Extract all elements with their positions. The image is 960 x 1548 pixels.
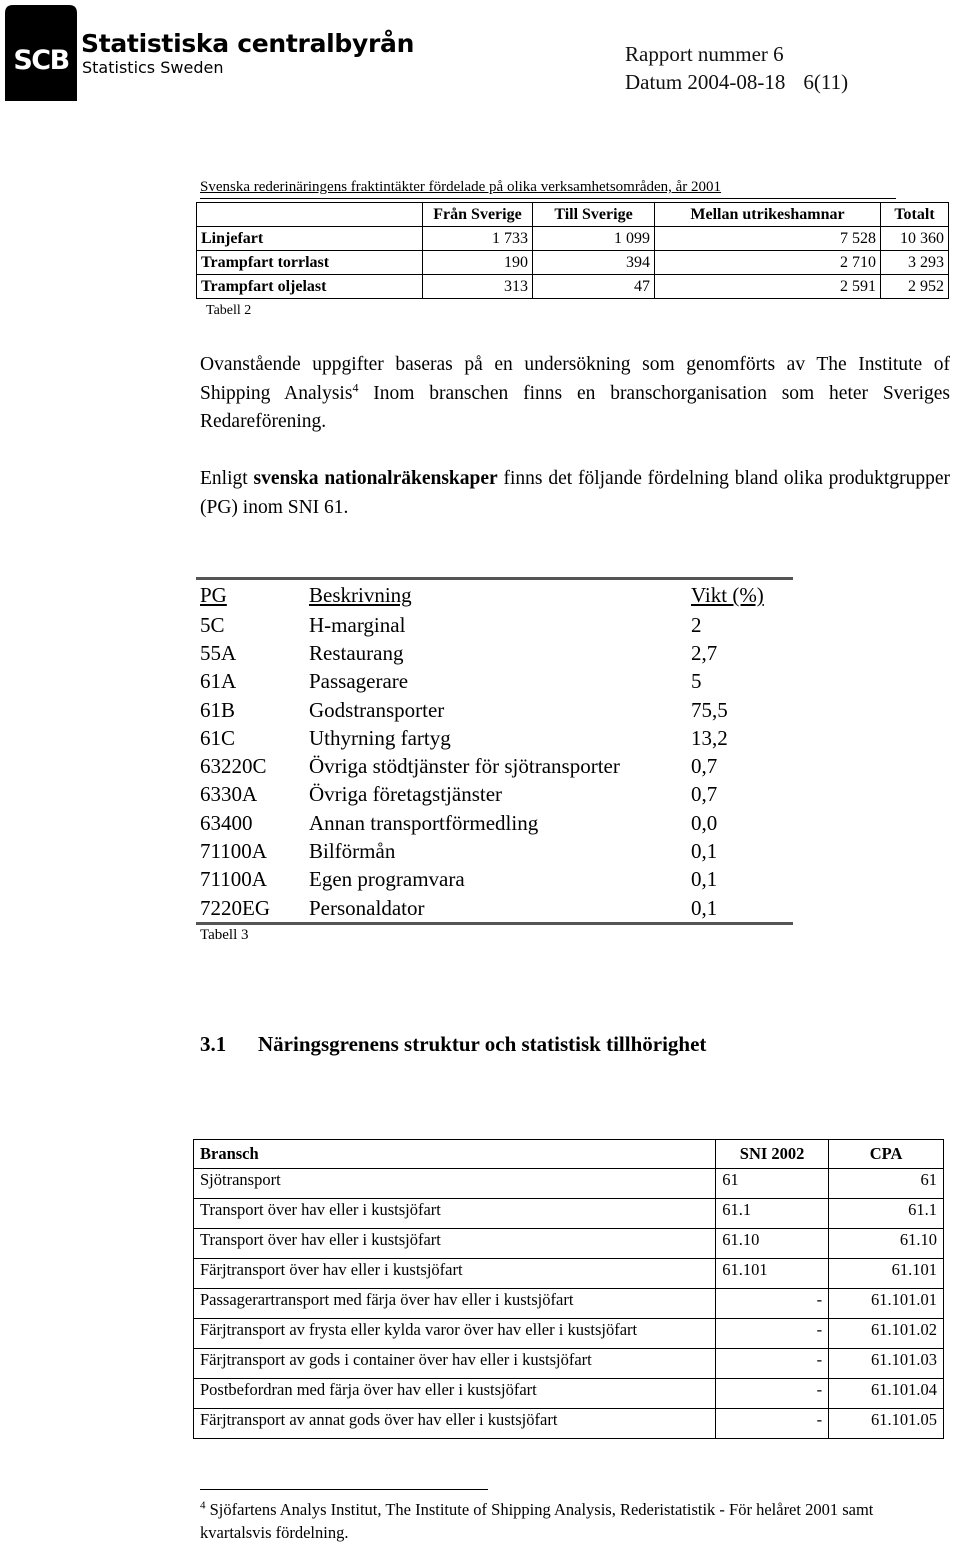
table3-header-pg: PG (200, 583, 227, 607)
cell: 190 (423, 251, 533, 275)
industry-name: Passagerartransport med färja över hav eller i kustsjöfart (194, 1289, 716, 1319)
pg-weight: 0,1 (691, 839, 718, 864)
table-row (196, 809, 793, 837)
sni-code: 61.10 (716, 1229, 829, 1259)
table2-header-blank (197, 203, 423, 227)
pg-weight: 0,7 (691, 754, 718, 779)
table-row (196, 611, 793, 639)
pg-code: 6330A (200, 782, 258, 807)
logo-subtitle: Statistics Sweden (82, 58, 224, 77)
table-row (197, 275, 949, 299)
scb-logo-badge (3, 3, 79, 103)
pg-code: 63220C (200, 754, 267, 779)
cpa-code: 61 (829, 1169, 944, 1199)
pg-weight: 0,1 (691, 895, 718, 920)
industry-name: Färjtransport av frysta eller kylda varor över hav eller i kustsjöfart (194, 1319, 716, 1349)
table-row (194, 1169, 944, 1199)
industry-name: Färjtransport av gods i container över hav eller i kustsjöfart (194, 1349, 716, 1379)
paragraph-text: Ovanstående uppgifter baseras på en undersökning som genomförts av The Institute of Shipping Analysis (200, 354, 950, 404)
pg-weight: 13,2 (691, 725, 728, 750)
pg-description: Bilförmån (309, 839, 396, 864)
row-label: Trampfart torrlast (197, 251, 423, 275)
sni-code: - (716, 1349, 829, 1379)
pg-code: 7220EG (200, 895, 270, 920)
pg-weight: 0,7 (691, 782, 718, 807)
pg-description: Uthyrning fartyg (309, 725, 451, 750)
cell: 3 293 (881, 251, 949, 275)
freight-income-table (196, 202, 949, 299)
page-number: 6(11) (803, 70, 849, 94)
cpa-code: 61.1 (829, 1199, 944, 1229)
table-row (194, 1409, 944, 1439)
table-row (196, 781, 793, 809)
pg-weight: 2,7 (691, 640, 718, 665)
industry-name: Färjtransport av annat gods över hav eller i kustsjöfart (194, 1409, 716, 1439)
table3-header-description: Beskrivning (309, 583, 412, 607)
pg-code: 55A (200, 640, 237, 665)
pg-code: 71100A (200, 867, 267, 892)
cell: 10 360 (881, 227, 949, 251)
logo-name: Statistiska centralbyrån (81, 29, 415, 58)
pg-description: Godstransporter (309, 697, 445, 722)
cell: 394 (533, 251, 655, 275)
sni-code: - (716, 1319, 829, 1349)
industry-classification-table (193, 1139, 944, 1439)
industry-name: Transport över hav eller i kustsjöfart (194, 1229, 716, 1259)
report-meta (625, 40, 848, 96)
table2-header-row (197, 203, 949, 227)
table-row (194, 1349, 944, 1379)
table-row (196, 752, 793, 780)
cpa-code: 61.10 (829, 1229, 944, 1259)
section-heading (200, 1032, 706, 1057)
pg-description: H-marginal (309, 612, 406, 637)
paragraph-text-before: Enligt (200, 468, 254, 489)
cell: 1 733 (423, 227, 533, 251)
table-row (196, 866, 793, 894)
table-row (196, 668, 793, 696)
pg-code: 61A (200, 669, 237, 694)
report-date: Datum 2004-08-18 (625, 70, 786, 94)
industry-name: Sjötransport (194, 1169, 716, 1199)
table-row (196, 696, 793, 724)
footnote-ref[interactable]: 4 (352, 380, 359, 394)
cpa-code: 61.101.05 (829, 1409, 944, 1439)
section-number: 3.1 (200, 1032, 227, 1056)
cell: 313 (423, 275, 533, 299)
pg-code: 61B (200, 697, 236, 722)
cell: 47 (533, 275, 655, 299)
cpa-code: 61.101.02 (829, 1319, 944, 1349)
sni-code: 61.101 (716, 1259, 829, 1289)
table3-header-row (196, 579, 793, 612)
table4-header-industry: Bransch (194, 1140, 716, 1169)
pg-description: Övriga stödtjänster för sjötransporter (309, 754, 620, 779)
pg-description: Passagerare (309, 669, 409, 694)
pg-code: 71100A (200, 839, 267, 864)
sni-code: 61.1 (716, 1199, 829, 1229)
pg-description: Övriga företagstjänster (309, 782, 503, 807)
row-label: Linjefart (197, 227, 423, 251)
table-row (194, 1199, 944, 1229)
footnote (200, 1498, 940, 1544)
footnote-number: 4 (200, 1499, 206, 1512)
table-row (194, 1229, 944, 1259)
cpa-code: 61.101.03 (829, 1349, 944, 1379)
table-row (196, 894, 793, 924)
table-row (194, 1319, 944, 1349)
paragraph-national-accounts (200, 465, 950, 522)
cell: 2 952 (881, 275, 949, 299)
table-row (196, 837, 793, 865)
table2-header-to-sweden: Till Sverige (533, 203, 655, 227)
table-row (194, 1289, 944, 1319)
scb-badge-text: SCB (13, 45, 69, 76)
table2-header-total: Totalt (881, 203, 949, 227)
industry-name: Transport över hav eller i kustsjöfart (194, 1199, 716, 1229)
paragraph-text-after: Inom branschen finns en branschorganisation som heter Sveriges Redareförening. (200, 382, 950, 432)
report-date-row (625, 68, 848, 96)
pg-weight: 0,0 (691, 810, 718, 835)
cpa-code: 61.101.01 (829, 1289, 944, 1319)
row-label: Trampfart oljelast (197, 275, 423, 299)
product-group-table (196, 577, 793, 925)
pg-description: Annan transportförmedling (309, 810, 539, 835)
table4-header-cpa: CPA (829, 1140, 944, 1169)
paragraph-text-after: finns det följande fördelning bland olika produktgrupper (PG) inom SNI 61. (200, 468, 950, 518)
table2-caption-rule (200, 198, 896, 199)
industry-name: Postbefordran med färja över hav eller i kustsjöfart (194, 1379, 716, 1409)
industry-name: Färjtransport över hav eller i kustsjöfart (194, 1259, 716, 1289)
table-row (194, 1259, 944, 1289)
table3-header-weight: Vikt (%) (691, 583, 764, 607)
pg-code: 61C (200, 725, 236, 750)
sni-code: - (716, 1379, 829, 1409)
table3-label: Tabell 3 (200, 927, 249, 943)
report-number: Rapport nummer 6 (625, 42, 784, 66)
pg-description: Restaurang (309, 640, 404, 665)
table-row (196, 724, 793, 752)
pg-code: 63400 (200, 810, 253, 835)
pg-weight: 0,1 (691, 867, 718, 892)
cpa-code: 61.101 (829, 1259, 944, 1289)
table-row (197, 251, 949, 275)
footnote-rule (200, 1489, 488, 1490)
table2-label: Tabell 2 (206, 303, 252, 318)
footnote-text: Sjöfartens Analys Institut, The Institute of Shipping Analysis, Rederistatistik - För helåret 2001 samt kvartalsvis fördelning. (200, 1500, 874, 1542)
table-row (197, 227, 949, 251)
table2-header-from-sweden: Från Sverige (423, 203, 533, 227)
pg-code: 5C (200, 612, 225, 637)
sni-code: - (716, 1289, 829, 1319)
cell: 7 528 (655, 227, 881, 251)
cell: 2 710 (655, 251, 881, 275)
cpa-code: 61.101.04 (829, 1379, 944, 1409)
pg-description: Personaldator (309, 895, 425, 920)
table2-caption: Svenska rederinäringens fraktintäkter fördelade på olika verksamhetsområden, år 2001 (200, 179, 722, 195)
cell: 1 099 (533, 227, 655, 251)
cell: 2 591 (655, 275, 881, 299)
scb-logo (3, 3, 423, 108)
pg-weight: 2 (691, 612, 702, 637)
table4-header-row (194, 1140, 944, 1169)
pg-description: Egen programvara (309, 867, 465, 892)
sni-code: - (716, 1409, 829, 1439)
pg-weight: 75,5 (691, 697, 728, 722)
table-row (194, 1379, 944, 1409)
table-row (196, 639, 793, 667)
paragraph-survey-source (200, 351, 950, 437)
section-title: Näringsgrenens struktur och statistisk tillhörighet (258, 1032, 707, 1056)
pg-weight: 5 (691, 669, 702, 694)
table2-header-between-foreign: Mellan utrikeshamnar (655, 203, 881, 227)
table4-header-sni: SNI 2002 (716, 1140, 829, 1169)
paragraph-bold-term: svenska nationalräkenskaper (253, 468, 498, 489)
sni-code: 61 (716, 1169, 829, 1199)
